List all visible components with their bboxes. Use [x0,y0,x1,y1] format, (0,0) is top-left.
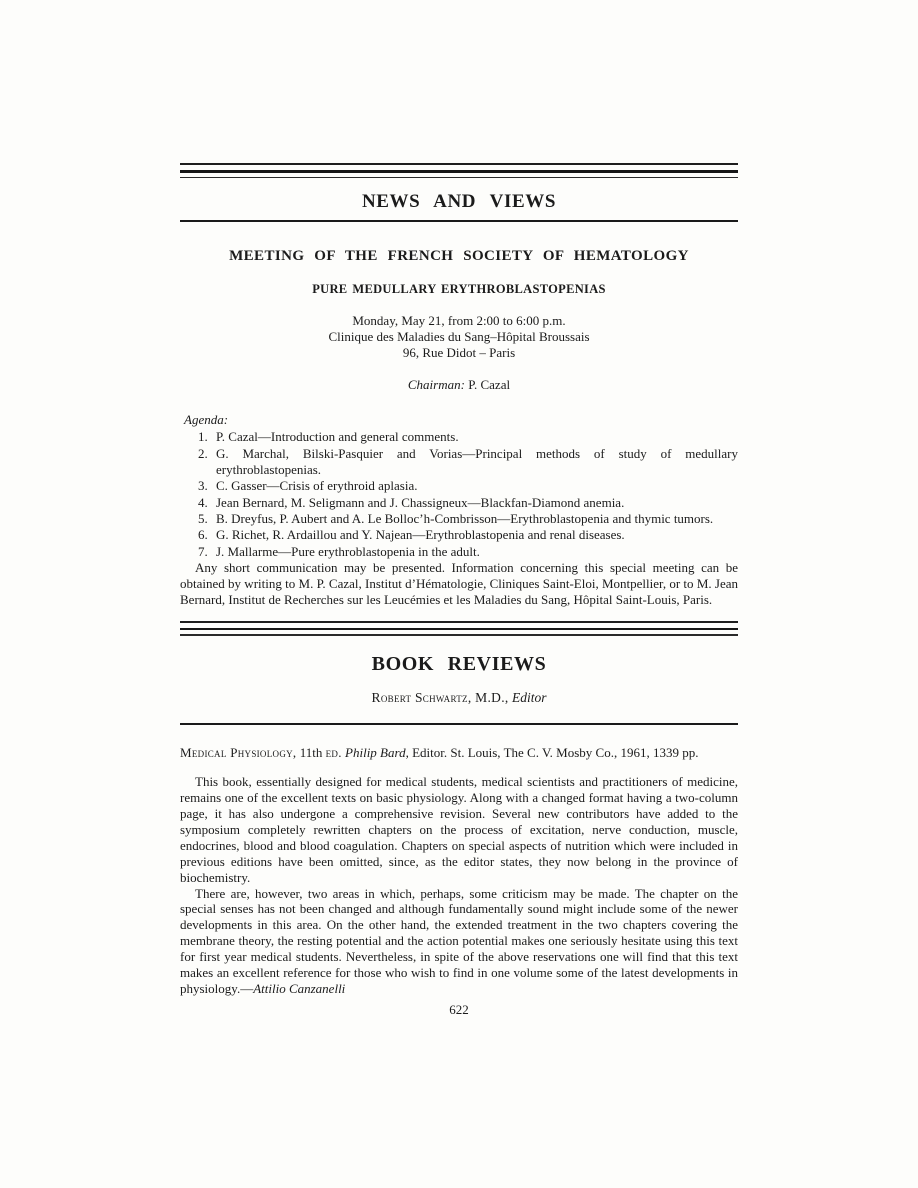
book-citation-title: Medical Physiology, [180,744,297,760]
review-paragraph [180,886,738,997]
editor-name: Robert Schwartz, M.D., [371,689,509,705]
review-paragraph: This book, essentially designed for medical students, medical scientists and practitioners of medicine, remains one of the excellent texts on basic physiology. Along with a changed format having a two-column page, it has also undergone a comprehensive revision. Several new contributors have added to the symposium completely rewritten chapters on the process of excitation, nerve conduction, muscle, endocrines, blood and blood coagulation. Chapters on special aspects of nutrition which were included in previous editions have been omitted, since, as the editor states, they now belong in the province of biochemistry. [180,774,738,885]
agenda-item-text: G. Marchal, Bilski-Pasquier and Vorias—Principal methods of study of medullary erythroblastopenias. [216,445,738,478]
meeting-address: 96, Rue Didot – Paris [402,345,516,361]
agenda-item [180,429,738,445]
book-citation-author: Philip Bard, [345,744,409,760]
book-citation-edition: ed. [325,744,342,760]
chairman-name: P. Cazal [468,377,511,393]
meeting-details [180,313,738,361]
review-paragraph-text: There are, however, two areas in which, perhaps, some criticism may be made. The chapter on the special senses has not been changed and although fundamentally sound might include some of the newer developments in this area. On the other hand, the extended treatment in the two chapters covering the membrane theory, the resting potential and the action potential makes one seriously hesitate using this text for first year medical students. Nevertheless, in spite of the above reservations one will find that this text makes an excellent reference for those who wish to find in one volume some of the latest developments in physiology.— [180,885,738,997]
single-rule-divider [180,723,738,725]
agenda-item-number: 1. [198,429,208,445]
chairman-label: Chairman: [407,377,465,393]
agenda-item [180,446,738,479]
agenda-item-number: 5. [198,510,208,526]
meeting-note: Any short communication may be presented. Information concerning this special meeting can be obtained by writing to M. P. Cazal, Institut d’Hématologie, Cliniques Saint-Eloi, Montpellier, or to M. Jean Bernard, Institut de Recherches sur les Leucémies et les Maladies du Sang, Hôpital Saint-Louis, Paris. [180,559,738,608]
page-number: 622 [449,1001,469,1017]
book-citation-edition-number: 11th [299,744,323,760]
triple-rule-divider [180,163,738,178]
agenda-item-text: G. Richet, R. Ardaillou and Y. Najean—Erythroblastopenia and renal diseases. [216,527,625,543]
agenda-list [180,429,738,559]
agenda-item-number: 7. [198,543,208,559]
agenda-item [180,511,738,527]
meeting-datetime: Monday, May 21, from 2:00 to 6:00 p.m. [352,313,566,329]
rule-line [180,634,738,636]
agenda-item-number: 2. [198,445,208,461]
single-rule-divider [180,220,738,222]
chairman-line [180,377,738,393]
agenda-item [180,478,738,494]
agenda-item-text: J. Mallarme—Pure erythroblastopenia in the adult. [216,543,480,559]
agenda-item-text: B. Dreyfus, P. Aubert and A. Le Bolloc’h-Combrisson—Erythroblastopenia and thymic tumors. [216,510,714,526]
book-reviews-section-title: BOOK REVIEWS [371,652,547,675]
page-content [180,0,738,1018]
book-citation [180,745,738,761]
agenda-item-number: 3. [198,478,208,494]
agenda-item-text: Jean Bernard, M. Seligmann and J. Chassigneux—Blackfan-Diamond anemia. [216,494,625,510]
reviewer-name: Attilio Canzanelli [253,981,346,997]
agenda-label: Agenda: [184,412,229,428]
rule-line [180,177,738,179]
triple-rule-divider [180,621,738,636]
meeting-subtitle: PURE MEDULLARY ERYTHROBLASTOPENIAS [312,282,606,297]
agenda-item [180,527,738,543]
agenda-item [180,544,738,560]
agenda-item-text: P. Cazal—Introduction and general comments. [216,429,459,445]
agenda-item-number: 6. [198,527,208,543]
news-section-title: NEWS AND VIEWS [361,191,557,212]
agenda-item-text: C. Gasser—Crisis of erythroid aplasia. [216,478,418,494]
meeting-venue: Clinique des Maladies du Sang–Hôpital Broussais [328,329,590,345]
editor-byline [180,689,738,706]
agenda-item-number: 4. [198,494,208,510]
editor-role: Editor [511,689,547,705]
book-citation-publisher: Editor. St. Louis, The C. V. Mosby Co., 1961, 1339 pp. [412,744,699,760]
meeting-title: MEETING OF THE FRENCH SOCIETY OF HEMATOLOGY [229,248,689,265]
agenda-item [180,495,738,511]
